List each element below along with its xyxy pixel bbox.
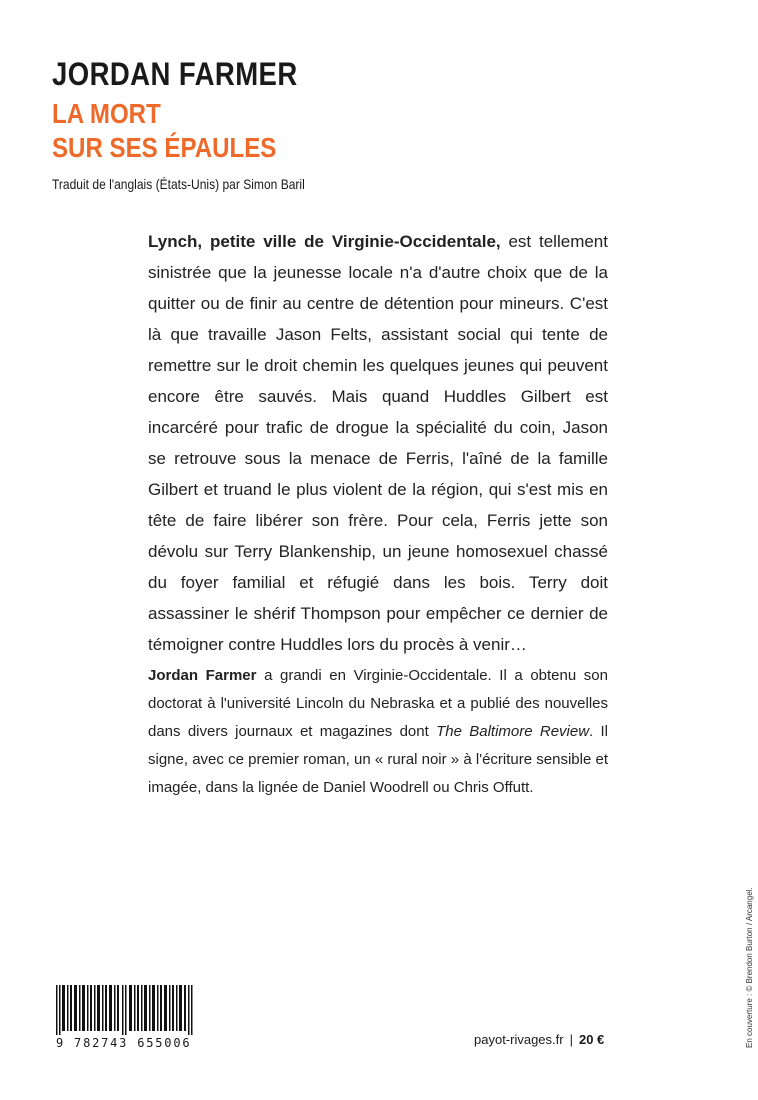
bio-magazine: The Baltimore Review	[436, 723, 590, 740]
summary-lead: Lynch, petite ville de Virginie-Occidentale,	[148, 232, 501, 251]
barcode-graphic	[56, 985, 194, 1035]
book-title-line-1: LA MORT	[52, 98, 161, 129]
cover-credit: En couverture : © Brendon Burton / Arcangel.	[745, 887, 754, 1048]
bio-text-2: . Il signe, avec ce premier roman, un « rural noir » à l'écriture sensible et imagée, dans la lignée de Daniel Woodrell ou Chris Offutt.	[148, 723, 609, 796]
bio-text-1: a grandi en Virginie-Occidentale. Il a obtenu son doctorat à l'université Lincoln du Nebraska et a publié des nouvelles dans divers journaux et magazines dont	[148, 667, 608, 740]
author-bio	[148, 662, 608, 802]
barcode-number: 9 782743 655006	[56, 1036, 192, 1050]
bio-paragraph	[148, 662, 608, 802]
footer-separator: |	[569, 1032, 573, 1047]
summary-paragraph	[148, 226, 608, 660]
translator-credit: Traduit de l'anglais (États-Unis) par Simon Baril	[52, 176, 305, 192]
price: 20 €	[578, 1032, 605, 1047]
footer	[474, 1032, 604, 1047]
book-summary	[148, 226, 608, 660]
summary-text: est tellement sinistrée que la jeunesse locale n'a d'autre choix que de la quitter ou de finir au centre de détention pour mineurs. C'est là que travaille Jason Felts, assistant social qui tente de remettre sur le droit chemin les quelques jeunes qui peuvent encore être sauvés. Mais quand Huddles Gilbert est incarcéré pour trafic de drogue la spécialité du coin, Jason se retrouve sous la menace de Ferris, l'aîné de la famille Gilbert et truand le plus violent de la région, qui s'est mis en tête de faire libérer son frère. Pour cela, Ferris jette son dévolu sur Terry Blankenship, un jeune homosexuel chassé du foyer familial et réfugié dans les bois. Terry doit assassiner le shérif Thompson pour empêcher ce dernier de témoigner contre Huddles lors du procès à venir…	[148, 232, 608, 654]
publisher-website[interactable]: payot-rivages.fr	[474, 1032, 564, 1047]
author-name: JORDAN FARMER	[52, 56, 298, 92]
bio-lead: Jordan Farmer	[148, 667, 257, 684]
book-title-line-2: SUR SES ÉPAULES	[52, 132, 277, 163]
